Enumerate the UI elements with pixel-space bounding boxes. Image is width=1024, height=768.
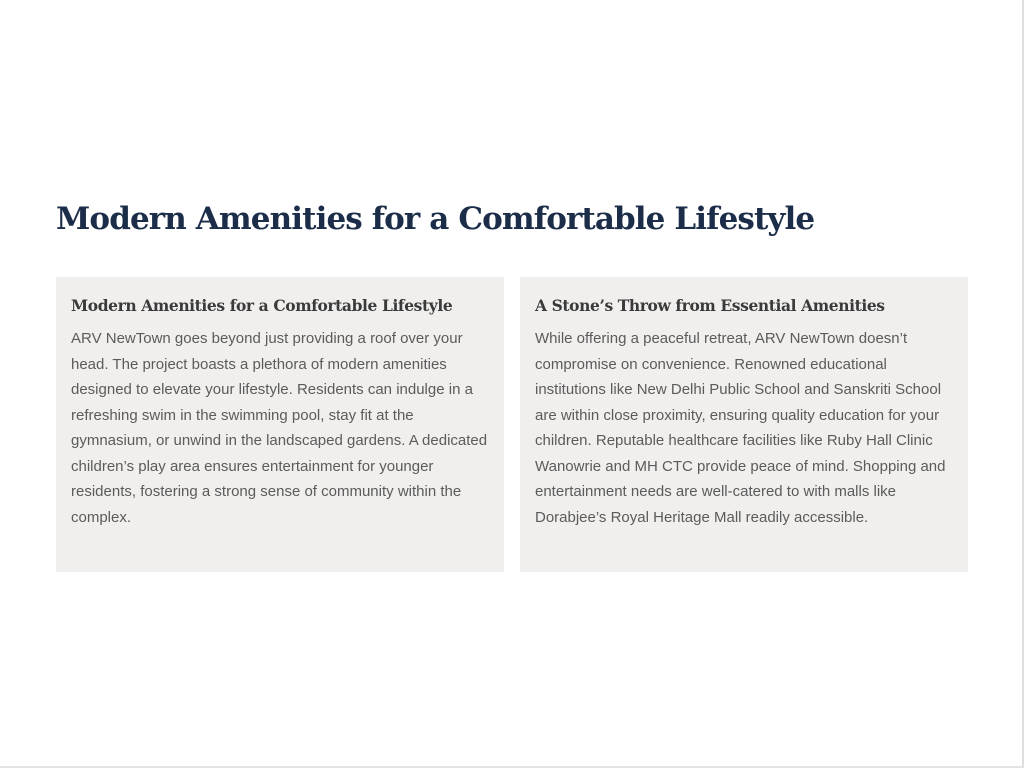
amenities-card-title: Modern Amenities for a Comfortable Lifestyle: [71, 296, 453, 315]
amenities-card-text: ARV NewTown goes beyond just providing a roof over your head. The project boasts a plethora of modern amenities designed to elevate your lifestyle. Residents can indulge in a refreshing swim in the swimming pool, stay fit at the gymnasium, or unwind in the landscaped gardens. A dedicated children’s play area ensures entertainment for younger residents, fostering a strong sense of community within the complex.: [71, 330, 488, 526]
nearby-amenities-card: [520, 277, 968, 572]
section-title: Modern Amenities for a Comfortable Lifestyle: [56, 201, 815, 237]
nearby-amenities-card-title: A Stone’s Throw from Essential Amenities: [535, 296, 885, 315]
amenities-card: [56, 277, 504, 572]
nearby-amenities-card-text: While offering a peaceful retreat, ARV NewTown doesn’t compromise on convenience. Renowned educational institutions like New Delhi Public School and Sanskriti School are within close proximity, ensuring quality education for your children. Reputable healthcare facilities like Ruby Hall Clinic Wanowrie and MH CTC provide peace of mind. Shopping and entertainment needs are well-catered to with malls like Dorabjee’s Royal Heritage Mall readily accessible.: [535, 330, 946, 526]
